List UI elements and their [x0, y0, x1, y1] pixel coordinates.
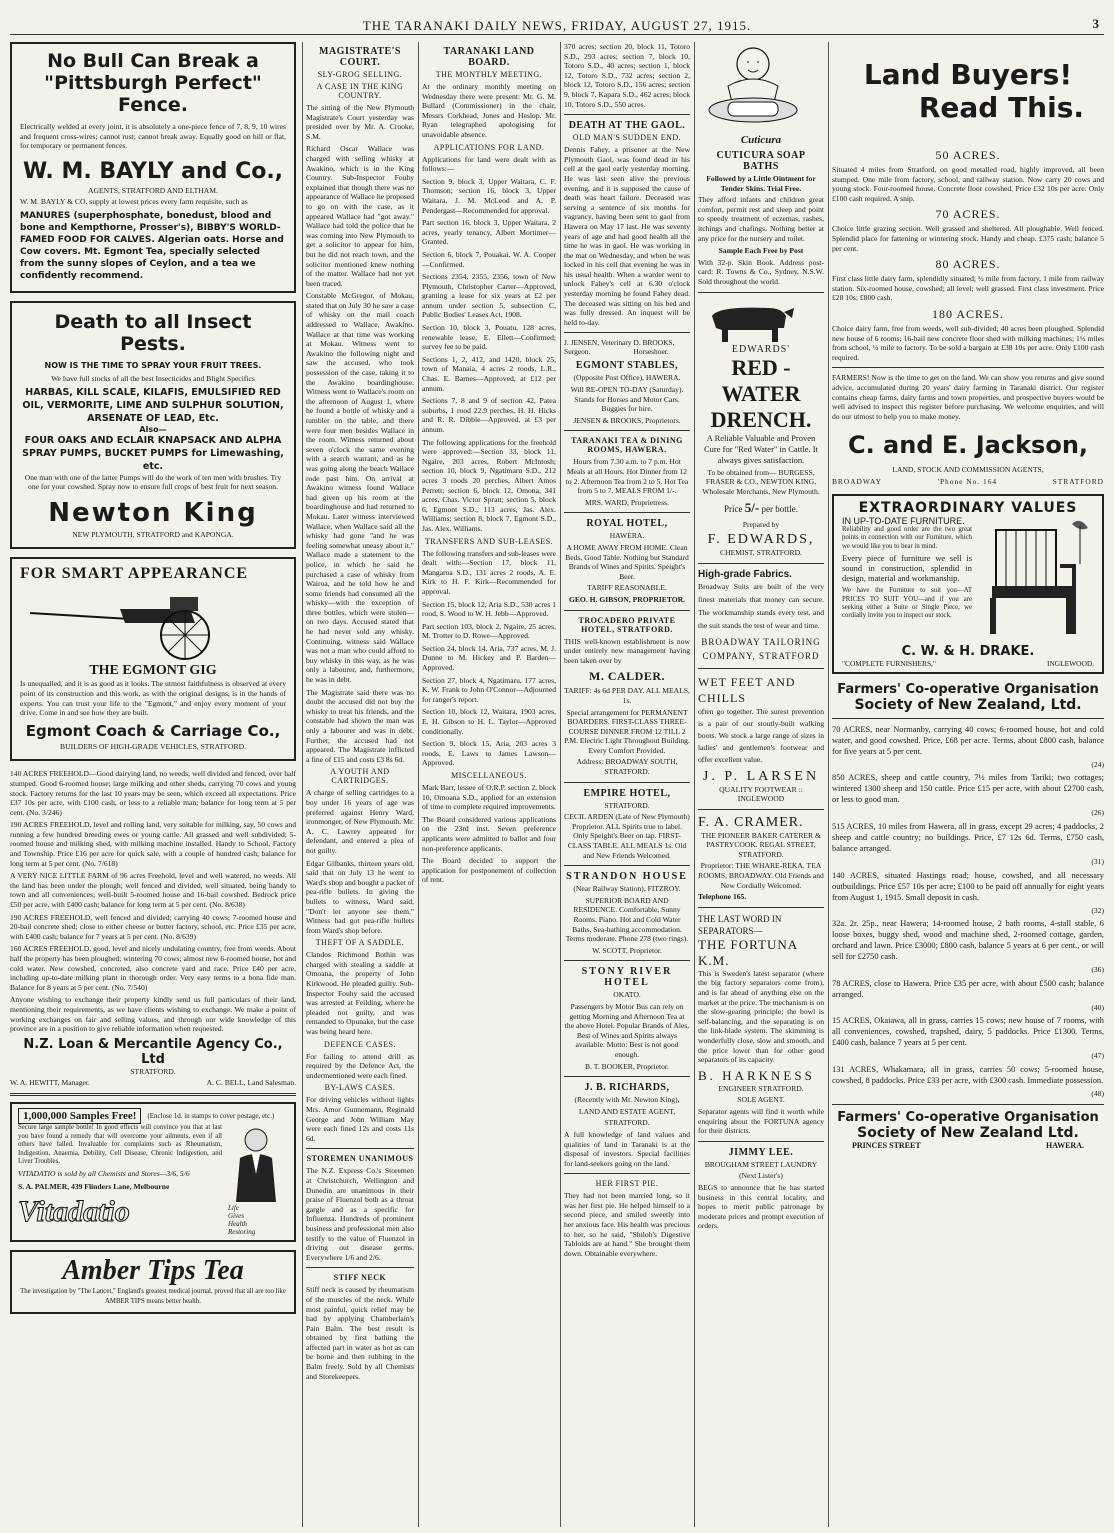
board-paragraph: Section 24, block 14, Aria, 737 acres, M. J. Dunne to M. Hickey and P. Barden—Approved.	[422, 643, 556, 673]
board-paragraph: Sections 1, 2, 412, and 1420, block 25, town of Manaia, 4 acres 2 roods, L.R., Chas. E. Barnes—Approved, at £12 per annum.	[422, 354, 556, 393]
strandon-text: SUPERIOR BOARD AND RESIDENCE. Comfortable, Sunny Rooms. Piano. Hot and Cold Water Baths. Sea-bathing accommodation. Terms moderate. Phone 278 (two rings).	[565, 895, 689, 944]
fortuna-head: THE LAST WORD IN SEPARATORS—	[698, 913, 782, 936]
empire-town: STRATFORD.	[604, 800, 650, 810]
royal-town: HAWERA.	[609, 531, 645, 541]
stables-vet: J. JENSEN, Veterinary Surgeon.	[564, 338, 632, 357]
egmont-gig-ad	[10, 557, 296, 761]
royal-text: A HOME AWAY FROM HOME. Clean Beds, Good Table. Nothing but Standard Brands of Wines and Spirits. Speight's Beer.	[565, 542, 689, 581]
loan-agency-ad	[10, 769, 296, 1087]
farmers-listing	[832, 724, 1104, 770]
court-title: MAGISTRATE'S COURT.	[319, 46, 401, 68]
farmers-listing-ref: (31)	[1091, 857, 1104, 867]
jimmy-line: BROUGHAM STREET LAUNDRY	[704, 1159, 818, 1169]
trocadero-tariff: TARIFF: 4s 6d PER DAY. ALL MEALS, 1s.	[564, 686, 690, 705]
gig-name: THE EGMONT GIG	[89, 663, 217, 679]
richards-from: (Recently with Mr. Newton King),	[574, 1095, 680, 1105]
trocadero-name: TROCADERO PRIVATE HOTEL, STRATFORD.	[578, 615, 676, 634]
storemen-head: STOREMEN UNANIMOUS	[306, 1154, 414, 1164]
empire-name: EMPIRE HOTEL,	[583, 787, 671, 799]
bayly-products: MANURES (superphosphate, bonedust, blood and bone and Kempthorne, Prosser's), BIBBY'S WORLD-FAMED FOOD FOR CALVES. Algerian oats. Horse and Cow covers. Mt. Egmont Tea, specially selected from the sunny slopes of Ceylon, and a tea we confidently recommend.	[20, 210, 284, 281]
edwards-obtain: To be obtained from— BURGESS, FRASER & CO., NEWTON KING, Wholesale Merchants, New Plymouth.	[702, 467, 820, 496]
court-subhead: DEFENCE CASES.	[324, 1039, 396, 1049]
richards-line: LAND AND ESTATE AGENT,	[578, 1106, 676, 1116]
amber-logo: Amber Tips Tea	[62, 1255, 244, 1287]
cramer-name: F. A. CRAMER.	[698, 814, 804, 830]
column-6	[832, 42, 1104, 1527]
farmers-listing-ref: (40)	[1091, 1002, 1104, 1012]
royal-prop: GEO. H. GIBSON, PROPRIETOR.	[568, 594, 686, 604]
court-case: A CASE IN THE KING COUNTRY.	[316, 82, 404, 100]
stony-town: OKATO.	[613, 990, 641, 1000]
board-paragraph: Part section 103, block 2, Ngaire, 25 acres, M. Trotter to D. Rowe—Approved.	[422, 621, 556, 641]
column-rule	[828, 42, 829, 1527]
farmers-listing-text: 15 ACRES, Okaiawa, all in grass, carries 15 cows; new house of 7 rooms, with all conveniences, cowshed, trapshed, dairy, 5 paddocks. Price £1300. Terms, £400 cash, balance 7 years at 5 per cent.	[832, 1016, 1104, 1048]
court-paragraph: A charge of selling cartridges to a boy under 16 years of age was preferred against Henry Ward, ironmonger, of New Plymouth. Mr. A. C. Lawrey appeared for defendant, and entered a plea of not guilty.	[306, 788, 414, 855]
stables-smith: D. BROOKS, Horseshoer.	[633, 338, 675, 357]
farmers-footer-2: Society of New Zealand Ltd.	[857, 1124, 1079, 1141]
jackson-name: C. and E. Jackson,	[847, 431, 1089, 460]
cuticura-ad	[698, 42, 824, 287]
farmers-listing-text: 32a. 2r. 25p., near Hawera; 14-roomed house, 2 bath rooms, 4-stall stable, 6 loose boxes, buggy shed, wood and machine shed, 2-roomed cottage, garden, orchard and lawn. Price £3000; £800 cash, balance 5 years at 6 per cent., or will sell for £2750 cash.	[832, 919, 1104, 962]
drake-sub: IN UP-TO-DATE FURNITURE.	[842, 515, 965, 526]
farmers-town: HAWERA.	[1045, 1140, 1084, 1150]
farmers-listing	[832, 870, 1104, 916]
board-subhead: MISCELLANEOUS.	[451, 771, 527, 780]
court-paragraph: Edgar Gilbanks, thirteen years old, said that on July 13 he went to Ward's shop and bought a packet of pea-rifle bullets. In giving the bullets to witness, Ward said, "Don't let anyone see them." Witness had got pea-rifle bullets from Ward's shop before.	[306, 858, 414, 935]
farmers-listing-ref: (32)	[1091, 905, 1104, 915]
jackson-line: LAND, STOCK AND COMMISSION AGENTS,	[892, 465, 1044, 475]
royal-tariff: TARIFF REASONABLE.	[587, 583, 667, 593]
broadway-name: BROADWAY TAILORING COMPANY, STRATFORD	[701, 636, 821, 661]
buyers-item-head: 70 ACRES.	[935, 207, 1001, 222]
court-subhead: BY-LAWS CASES.	[324, 1083, 396, 1093]
edwards-per: per bottle.	[761, 504, 798, 515]
court-subhead: THEFT OF A SADDLE.	[315, 938, 405, 948]
farmers-listing	[832, 978, 1104, 1013]
stables-staff	[564, 338, 690, 356]
tearooms-prop: MRS. WARD, Proprietress.	[584, 497, 670, 507]
court-sub: SLY-GROG SELLING.	[317, 70, 403, 79]
richards-text: A full knowledge of land values and qualities of land in Taranaki is at the disposal of investors. Special facilities for land-seekers going on the land.	[564, 1129, 690, 1168]
board-paragraph: Part section 16, block 3, Upper Waitara, 2 acres, yearly tenancy, Albert Mortimer—Granted.	[422, 218, 556, 247]
jimmy-sub: (Next Lister's)	[739, 1171, 783, 1181]
first-pie-text: They had not been married long, so it was her first pie. He helped himself to a second piece, and smiled sweetly into her anxious face. His health was precious to her, so he said, "Shiloh's Digestive Tabloids are at hand." She brought them down. Obtainable everywhere.	[564, 1191, 690, 1258]
farmers-listing-text: 70 ACRES, near Normanby, carrying 40 cows; 6-roomed house, hot and cold water, and good cowshed. Price, £68 per acre. Terms, about £800 cash, balance for five years at 5 per cent.	[832, 724, 1104, 756]
gaol-text: Dennis Fahey, a prisoner at the New Plymouth Gaol, was found dead in his cell at the gaol early yesterday morning. He was last seen alive the previous evening, and it is supposed the cause of death was heart failure. Deceased was serving a sentence of six months for vagrancy, having been sent to gaol from Hawera on May 17 last. He was seventy years of age and had good health all the time he was in gaol. He was working in the mat on Wednesday, and when he was locked in his cell that evening he was in his usual health. When a warder went to unlock Fahey's cell at 6.30 o'clock yesterday morning he found Fahey dead. The deceased was sitting on his bed and was fully dressed. An inquest will be held to-day.	[564, 145, 690, 327]
gaol-sub: OLD MAN'S SUDDEN END.	[572, 133, 682, 143]
column-1	[10, 42, 296, 1527]
column-rule	[418, 42, 419, 1527]
strandon-location: (Near Railway Station), FITZROY.	[573, 884, 681, 894]
newton-towns: NEW PLYMOUTH, STRATFORD and KAPONGA.	[72, 529, 234, 539]
gig-illustration	[20, 583, 270, 663]
bayly-supply: W. M. BAYLY & CO. supply at lowest prices every farm requisite, such as	[20, 197, 248, 207]
edwards-chemist: F. EDWARDS,	[707, 531, 815, 547]
man-portrait	[228, 1124, 284, 1204]
farmers-footer: Farmers' Co-operative Organisation	[837, 1109, 1099, 1125]
trocadero-address: Address: BROADWAY SOUTH, STRATFORD.	[576, 757, 678, 777]
drake-headline: EXTRAORDINARY VALUES	[858, 499, 1078, 516]
column-4	[564, 42, 690, 1527]
baby-bath-illustration	[698, 42, 808, 134]
loan-name: N.Z. Loan & Mercantile Agency Co., Ltd	[23, 1036, 283, 1067]
farmers-listing-text: 515 ACRES, 10 miles from Hawera, all in grass, except 29 acres; 4 paddocks, 2 sheep and cattle country; no buildings. Price, £7 12s 6d. Terms, £750 cash, balance arranged.	[832, 822, 1104, 854]
newspaper-title: THE TARANAKI DAILY NEWS, FRIDAY, AUGUST 27, 1915.	[362, 18, 752, 33]
drake-name: C. W. & H. DRAKE.	[901, 643, 1035, 659]
fortuna-text: This is Sweden's latest separator (where the big factory separators come from), and is far ahead of anything else on the market at the price. The mechanism is on the slow-gearing principle; the bowl is self-balancing, and the separating is on the link-blade system. The skimming is wonderfully close, slow and smooth, and the price lower than for other good separators of its capacity.	[698, 968, 824, 1065]
loan-staff	[10, 1078, 296, 1087]
vitadatio-description: Secure large sample bottle! In good effects will convince you that at last you have found a remedy that will overcome your ailments, even if all others have failed. Invaluable for complaints such as Rheumatism, Indigestion, Anaemia, Debility, Cell Disease, Chronic Indigestion, and Liver Troubles.	[18, 1124, 222, 1165]
column-rule	[694, 42, 695, 1527]
column-5	[698, 42, 824, 1527]
farmers-listing-ref: (48)	[1091, 1089, 1104, 1099]
harkness-text: Separator agents will find it worth while enquiring about the FORTUNA agency for their districts.	[698, 1106, 824, 1136]
amber-tips-ad	[10, 1250, 296, 1313]
royal-name: ROYAL HOTEL,	[586, 518, 668, 530]
fortuna-name: THE FORTUNA K.M.	[698, 936, 798, 968]
board-paragraph: Section 10, block 3, Pouatu, 128 acres, renewable lease, E. Ellett—Confirmed; survey fee to be paid.	[422, 323, 556, 352]
bayly-agents: AGENTS, STRATFORD AND ELTHAM.	[88, 185, 218, 195]
board-paragraph: Sections 7, 8 and 9 of section 42, Patea suburbs, 1 rood 22.9 perches, H. H. Hicks and R. R. Dibble—Approved, at £3 per annum.	[422, 396, 556, 434]
larsen-text: often go together. The surest prevention is a pair of our stoutly-built walking boots. We stock a large range of sizes in ladies' and gentlemen's footwear and offer excellent value.	[698, 706, 824, 764]
trocadero-text: THIS well-known establishment is now under entirely new management having been taken over by	[564, 636, 690, 665]
court-paragraph: Constable McGregor, of Mokau, stated that on July 30 he saw a case of whisky on the mail coach addressed to Wallace, Awakino. Wallace at that time was working at Mokau. Witness went to Awakino the following night and saw the accused, who took possession of the case, taking it to the Awakino boardinghouse. Witness went to Wallace's room on the afternoon of August 1, where he found a bottle of whisky and a tumbler on the table, and there were four men besides Wallace in the room. Witness returned about seven o'clock the same evening with a search warrant, and as he was going along the beach Wallace rode past him. On arrival at Awakino witness found Wallace had given up his room at the boardinghouse and had returned to Mokau. Later witness interviewed Wallace, when Wallace said all the whisky had gone "and he was feeling somewhat uneasy about it." Wallace made a statement to the police, in which he said he purchased a case of whisky from Wairoa, and he told how he and some friends had consumed all the whisky—with the exception of three bottles, which were stolen—on two days. Accused stated that he had never sold any whisky. Continuing, witness said Wallace was not a man who could afford to buy whisky in this way, as he was only a labourer, and, furthermore, he was in debt.	[306, 291, 414, 685]
farmers-listing-text: 131 ACRES, Whakamara, all in grass, carries 50 cows; 5-roomed house, cowshed, 8 paddocks. Price £33 per acre, with £300 cash. Immediate possession.	[832, 1065, 1104, 1086]
farmers-listing	[832, 1064, 1104, 1099]
gig-description: Is unequalled, and it is as good as it looks. The utmost faithfulness is observed at every point of its construction and this work, as with the original designs, is in the hands of experts. You can trust your life to the "Egmont," and enjoy every moment of your drive. Come in and see how they are built.	[20, 679, 286, 718]
cramer-text: THE PIONEER BAKER CATERER & PASTRYCOOK. REGAL STREET, STRATFORD.	[701, 830, 821, 859]
cuticura-sub: Followed by a Little Ointment for Tender Skins. Trial Free.	[706, 174, 816, 193]
farmers-listing-text: 140 ACRES, situated Hastings road; house, cowshed, and all necessary outbuildings. Price £57 10s per acre; £100 to be paid off annually for eight years from August 1, 1915. Small deposit in cash.	[832, 870, 1104, 902]
jackson-phone: 'Phone No. 164	[937, 476, 998, 486]
stony-prop: B. T. BOOKER, Proprietor.	[585, 1061, 669, 1071]
edwards-drench-ad	[698, 298, 824, 558]
edwards-name: RED - WATER	[721, 354, 801, 406]
loan-listing: 190 ACRES FREEHOLD, well fenced and divided; carrying 40 cows; 7-roomed house and 20-bail concrete shed; close to either cheese or butter factory, school, etc. Price £35 per acre, with £400 cash; balance for 7 years at 5 per cent. (No. 8/639)	[10, 912, 296, 941]
buyers-item-text: Choice little grazing section. Well grassed and sheltered. All ploughable. Well fenced. Splendid place for fattening or wintering stock. Handy and cheap. £375 cash; balance 5 per cent.	[832, 224, 1104, 253]
harkness-name: B. HARKNESS	[698, 1067, 815, 1083]
column-rule	[302, 42, 303, 1527]
loan-closing: Anyone wishing to exchange their property kindly send us full particulars of their land, mentioning their requirements, as we have clients wishing to exchange. We make a point of working exchanges on fair and selling values, and through our wide knowledge of this province are in a position to give reliable information when requested.	[10, 995, 296, 1034]
court-paragraph: The sitting of the New Plymouth Magistrate's Court yesterday was presided over by Mr. A. Crooke, S.M.	[306, 103, 414, 141]
stables-name: EGMONT STABLES,	[575, 360, 679, 372]
stony-text: Passengers by Motor Bus can rely on getting Morning and Afternoon Tea at the above Hotel. Popular Brands of Ales, Best of Wines and Spirits always available. Motto: Best is not good enough.	[564, 1001, 690, 1059]
board-paragraph: Section 15, block 12, Aria S.D., 530 acres 1 rood, S. Wood to W. H. Jebb—Approved.	[422, 599, 556, 619]
board-paragraph: At the ordinary monthly meeting on Wednesday there were present: Mr. G. M. Bullard (Commissioner) in the chair, Messrs Corkhead, Jones and Heslop. Mr. Ryan telegraphed apologising for unavoidable absence.	[422, 82, 556, 139]
board-paragraph: Mark Barr, lessee of O.R.P. section 2, block 10, Omoana S.D., applied for an extension of time to complete required improvements.	[422, 783, 556, 812]
armchair-illustration	[976, 516, 1094, 640]
newton-king-ad	[10, 301, 296, 549]
board-paragraph: Applications for land were dealt with as follows:—	[422, 154, 556, 174]
farmers-listing-ref: (26)	[1091, 808, 1104, 818]
vitadatio-headline: 1,000,000 Samples Free!	[18, 1108, 141, 1124]
board-paragraph: Sections 2354, 2355, 2356, town of New Plymouth, Christopher Carter—Approved, granting a lease for six years at £2 per annum under section 5, subsection C, Public Bodies' Leases Act, 1908.	[422, 272, 556, 320]
farmers-coop-ad	[832, 682, 1104, 1150]
storemen-text: The N.Z. Express Co.'s Storemen at Christchurch, Wellington and Dunedin are unanimous in their praise of Fluenzol both as a throat gargle and as a specific for Influenza. Hundreds of prominent business and professional men also testify to the value of Fluenzol in driving out disease germs. Everywhere 1/6 and 2/6.	[306, 1166, 414, 1262]
larsen-name: J. P. LARSEN	[702, 768, 820, 784]
vitadatio-logo: Vitadatio	[18, 1194, 130, 1228]
court-paragraph: For failing to attend drill as required by the Defence Act, the undermentioned were each fined.	[306, 1051, 414, 1080]
page-header	[10, 6, 1104, 35]
harkness-line: ENGINEER STRATFORD.	[718, 1083, 804, 1093]
buyers-item-text: Situated 4 miles from Stratford, on good metalled road, highly improved, all been stumped. One mile from factory, school, and railway station. Now carry 20 cows and young stock. Four-roomed house. Concrete floor cowshed. Price £32 10s per acre. Only £100 cash required. A snip.	[832, 165, 1104, 203]
court-subhead: A YOUTH AND CARTRIDGES.	[330, 767, 390, 786]
court-paragraph: The Magistrate said there was no doubt the accused did not buy the whisky to treat his friends, and the constable had shown the man was only a labourer and was in debt. Further, the accused had not appeared. The Magistrate inflicted a fine of £15 and costs £3 8s 6d.	[306, 687, 414, 764]
vitadatio-note: (Enclose 1d. in stamps to cover postage, etc.)	[147, 1112, 275, 1121]
farmers-address	[832, 1141, 1104, 1150]
broadway-head: High-grade Fabrics.	[698, 568, 792, 580]
board-paragraph: The following transfers and sub-leases were dealt with:—Section 17, block 11, Mangaroa S.D., 131 acres 2 roods, A. E. Kirk to H. F. Kirk—Recommended for approval.	[422, 548, 556, 596]
cuticura-text: They afford infants and children great comfort, permit rest and sleep and point to speedy treatment of eczemas, rashes, itchings and chafings. Nothing better at any price for the nursery and toilet.	[698, 195, 824, 243]
richards-town: STRATFORD.	[604, 1118, 650, 1128]
farmers-headline: Farmers' Co-operative Organisation	[837, 681, 1099, 697]
board-paragraph: Section 10, block 12, Waitara, 1903 acres, E. H. Gibson to H. L. Taylor—Approved conditionally.	[422, 707, 556, 736]
loan-salesman: A. C. BELL, Land Salesman.	[206, 1078, 296, 1088]
newton-headline: Death to all Insect Pests.	[54, 310, 252, 355]
buyers-item-head: 80 ACRES.	[935, 257, 1001, 272]
drake-text-3: We have the Furniture to suit you—AT PRICES TO SUIT YOU—and if you are seeking either a Suite or Single Piece, we cordially invite you to inspect our stock.	[842, 587, 972, 620]
loan-listing: 140 ACRES FREEHOLD—Good dairying land, no weeds; well divided and fenced, over half stumped. Good 6-roomed house; large milking and other sheds, carrying 70 cows and young stock. Factory returns for the last 10 years may be seen, which exceed all expectations. Price £37 10s per acre, with £100 cash, or less to a reliable man; balance for long term at 5 per cent. (No. 3/246)	[10, 769, 296, 817]
empire-text: CECIL ARDEN (Late of New Plymouth) Proprietor. ALL Spirits true to label. Only Speight's Beer on tap. FIRST-CLASS TABLE. ALL MEALS 1s. Old and New Friends Welcomed.	[564, 812, 690, 860]
cuticura-address: With 32-p. Skin Book. Address post-card: R. Towns & Co., Sydney, N.S.W. Sold throughout the world.	[698, 257, 824, 286]
gig-headline: FOR SMART APPEARANCE	[20, 565, 249, 583]
trocadero-owner: M. CALDER.	[589, 669, 665, 684]
bayly-headline-2: "Pittsburgh Perfect" Fence.	[44, 72, 262, 116]
bayly-name: W. M. BAYLY and Co.,	[22, 158, 284, 184]
stables-location: (Opposite Post Office), HAWERA.	[573, 373, 681, 383]
board-paragraph: The following applications for the freehold were approved:—Section 33, block 11, Ngaire, 203 acres, Robert McIntosh; section 10, block 9, Ngatimaru S.D., 212 acres 3 roods 20 perches, Albert Amos Perrett; section 6, block 12, Omona, 341 acres, Chas. Victor Spratt; section 5, block 6, Egmont S.D., 113 acres, Jas. Alex. Williams; section 8, block 7, Egmont S.D., Jas. Alex. Williams.	[422, 437, 556, 533]
tearooms-text: Hours from 7.30 a.m. to 7 p.m. Hot Meals at all Hours. Hot Dinner from 12 to 2. Afternoon Tea from 2 to 5. Hot Tea from 5 to 7. MEALS FROM 1/-.	[565, 457, 689, 496]
cow-illustration	[698, 298, 798, 344]
vitadatio-tag: Life	[228, 1204, 239, 1213]
farmers-listing-text: 78 ACRES, close to Hawera. Price £35 per acre, with about £500 cash; balance arranged.	[832, 978, 1104, 999]
drake-footer	[842, 659, 1094, 668]
vitadatio-sold: VITADATIO is sold by all Chemists and Stores—3/6, 5/6	[18, 1169, 190, 1179]
buyers-item-head: 50 ACRES.	[935, 148, 1001, 162]
tearooms-name: TARANAKI TEA & DINING ROOMS, HAWERA.	[571, 436, 683, 455]
board-paragraph: Section 6, block 7, Pouakai, W. A. Cooper—Confirmed.	[422, 249, 556, 269]
jackson-street: BROADWAY	[832, 476, 883, 486]
newton-pumps: FOUR OAKS AND ECLAIR KNAPSACK AND ALPHA SPRAY PUMPS, BUCKET PUMPS for Limewashing, etc.	[22, 434, 284, 472]
farmers-listing-ref: (24)	[1091, 759, 1104, 769]
stony-name: STONY RIVER HOTEL	[581, 966, 673, 989]
column-2	[306, 42, 414, 1527]
loan-listing: 160 ACRES FREEHOLD, good, level and nicely undulating country, free from weeds. About half the property has been ploughed; wintering 70 cows; almost new 6-roomed house, hot and cold water. New cowshed, concreted, also concrete yard and race. Price £40 per acre, including up-to-date milking plant in thorough order. Very easy terms to a bona fide man. Balance for 8 years at 5 per cent. (No. 7/540)	[10, 944, 296, 992]
column-rule	[560, 42, 561, 1527]
jimmy-lee-ad	[698, 1147, 824, 1231]
board-paragraph: The Board decided to support the application for postponement of collection of rent.	[422, 856, 556, 885]
loan-listing: A VERY NICE LITTLE FARM of 96 acres Freehold, level and well watered, no weeds. All the land has been under the plough; well fenced and divided, well situated, being handy to town and all conveniences; well-built 5-roomed house and 16-bail cowshed. Bedrock price £50 per acre, with £400 cash; balance for long term at 5 per cent. (No. 8/638)	[10, 871, 296, 910]
vitadatio-ad	[10, 1102, 296, 1242]
board-subhead: APPLICATIONS FOR LAND.	[433, 142, 545, 152]
gig-builders: BUILDERS OF HIGH-GRADE VEHICLES, STRATFORD.	[60, 741, 246, 751]
vitadatio-address: S. A. PALMER, 439 Flinders Lane, Melbourne	[18, 1181, 170, 1191]
cuticura-headline: CUTICURA SOAP BATHS	[716, 150, 806, 172]
stables-props: JENSEN & BROOKS, Proprietors.	[573, 415, 681, 425]
first-pie-title: HER FIRST PIE.	[595, 1179, 659, 1189]
buyers-item-text: Choice dairy farm, free from weeds, well sub-divided; 40 acres been ploughed. Splendid new house of 6 rooms; 16-bail new concrete floor shed with milking machines; 1½ miles from school, ½ mile to factory. To be sold a bargain at £38 10s per acre. Only £100 cash required.	[832, 323, 1104, 362]
richards-name: J. B. RICHARDS,	[584, 1082, 670, 1094]
court-paragraph: For driving vehicles without lights Mrs. Amor Gunnemann, Reginald George and John William May were each fined 12s and costs 11s 6d.	[306, 1095, 414, 1143]
edwards-brand: EDWARDS'	[731, 343, 791, 355]
board-title: TARANAKI LAND BOARD.	[443, 46, 535, 68]
board-sub: THE MONTHLY MEETING.	[435, 70, 543, 79]
cuticura-sample: Sample Each Free by Post	[718, 246, 804, 256]
stiff-neck-text: Stiff neck is caused by rheumatism of the muscles of the neck. While most painful, quick relief may be had by applying Chamberlain's Pain Balm. The best result is obtained by first bathing the affected part in water as hot as can be borne and then rubbing in the Balm freely. Sold by all Chemists and Storekeepers.	[306, 1285, 414, 1381]
cramer-ad	[698, 815, 824, 902]
buyers-headline: Land Buyers!	[863, 58, 1073, 91]
newton-name: Newton King	[48, 497, 258, 528]
drake-town: INGLEWOOD.	[1047, 658, 1094, 668]
newton-note: One man with one of the latter Pumps will do the work of ten men with brushes. Try one for your cowshed. Spray now to ensure full crops of best fruit for next season.	[24, 472, 282, 492]
loan-town: STRATFORD.	[130, 1066, 176, 1076]
board-continuation: 370 acres; section 20, block 11, Totoro S.D., 293 acres; section 7, block 10, Totoro S.D., 40 acres; section 1, block 12, Totoro S.D., 732 acres; section 2, block 12, Totoro S.D., 156 acres; section 9, block 7, Kapara S.D., 462 acres; block 10, Totoro S.D., 550 acres.	[564, 42, 690, 109]
court-paragraph: Clandos Richmond Bothin was charged with stealing a saddle at Omoana, the property of John Kirkwood. He pleaded guilty. Sub-Inspector Fouhy said the accused was arrested at Feilding, where he pleaded not guilty, and was remanded to Opunake, but the case was being heard here.	[306, 950, 414, 1037]
gaol-title: DEATH AT THE GAOL.	[568, 120, 686, 132]
amber-description: The investigation by "The Lancet," England's greatest medical journal, proved that all are too like AMBER TIPS means better health.	[20, 1288, 286, 1305]
edwards-name-2: DRENCH.	[710, 406, 812, 432]
larsen-line: QUALITY FOOTWEAR :: INGLEWOOD	[719, 784, 803, 804]
vitadatio-tag: Restoring	[228, 1228, 256, 1237]
farmers-street: PRINCES STREET	[852, 1140, 921, 1150]
court-paragraph: Richard Oscar Wallace was charged with selling whisky at Awakino, which is in the King Country. Sub-Inspector Fouhy explained that though there was no appearance of Wallace he proposed to go on with the case, as it appeared Wallace had "got away." Wallace had told the police that he was coming into New Plymouth to get a solicitor to appear for him, but he did not reach town, and the solicitor mentioned knew nothing of the matter. Wallace had not yet been traced.	[306, 144, 414, 288]
farmers-listing	[832, 918, 1104, 975]
cramer-prop: Proprietor: THE WHARE-REKA. TEA ROOMS, BROADWAY. Old Friends and New Cordially Welcomed.	[698, 861, 824, 890]
newton-subhead: NOW IS THE TIME TO SPRAY YOUR FRUIT TREES.	[44, 360, 262, 370]
vitadatio-tag: Health	[228, 1220, 248, 1229]
buyers-item-head: 180 ACRES.	[931, 306, 1004, 321]
newton-list: HARBAS, KILL SCALE, KILAFIS, EMULSIFIED RED OIL, VERMORITE, LIME AND SULPHUR SOLUTION, ARSENATE OF LEAD, Etc.	[22, 386, 284, 424]
broadway-ad	[698, 569, 824, 663]
land-buyers-ad	[832, 58, 1104, 486]
column-3	[422, 42, 556, 1527]
jimmy-text: BEGS to announce that he has started business in this central locality, and hopes to merit public patronage by moderate prices and prompt execution of orders.	[698, 1182, 824, 1231]
loan-listing: 190 ACRES FREEHOLD, level and rolling land, very suitable for milking, say, 50 cows and running a few hundred breeding ewes or young cattle. All grassed and well subdivided; 5-roomed house and milking shed, with milking machine installed. Handy to School, Factory and Township. Price £16 per acre for quick sale, with a couple of hundred cash; balance for long term at 5 per cent. (No. 7/618)	[10, 820, 296, 868]
cuticura-brand: Cuticura	[740, 134, 782, 146]
farmers-headline-2: Society of New Zealand, Ltd.	[854, 696, 1082, 713]
farmers-listing-ref: (47)	[1091, 1051, 1104, 1061]
edwards-chemist-town: CHEMIST, STRATFORD.	[720, 547, 802, 557]
edwards-price-label: Price	[724, 504, 743, 515]
stables-text: Will RE-OPEN TO-DAY (Saturday). Stands for Horses and Motor Cars. Buggies for hire.	[570, 385, 684, 414]
drake-text: Reliability and good order are the two great points in connection with our Furniture, which we would like you to bear in mind.	[842, 525, 972, 550]
jimmy-name: JIMMY LEE.	[728, 1146, 794, 1158]
larsen-ad	[698, 674, 824, 804]
newton-also: Also—	[139, 424, 167, 434]
bayly-description: Electrically welded at every joint, it is absolutely a one-piece fence of 7, 8, 9, 10 wires and frequent cross-wires; cannot rust; cannot break away. Equally good on hill or flat, for temporary or permanent fences.	[20, 122, 286, 151]
larsen-head: WET FEET AND CHILLS	[698, 674, 796, 705]
jackson-contact	[832, 477, 1104, 486]
farmers-listing	[832, 1015, 1104, 1061]
drake-text-2: Every piece of furniture we sell is sound in construction, splendid in design, material and workmanship.	[842, 554, 972, 584]
drake-furniture-ad	[832, 494, 1104, 674]
farmers-listing	[832, 821, 1104, 867]
bayly-headline: No Bull Can Break a	[47, 50, 259, 72]
bayly-ad	[10, 42, 296, 293]
buyers-footer: FARMERS! Now is the time to get on the land. We can show you returns and give sound advice, accumulated during 20 years' dairy farming in Taranaki district. Our register contains cheap farms, dairy farms and town properties, and prospective buyers would be well advised to inspect this register before purchasing. We welcome enquiries, and will do our utmost to help you to make money.	[832, 373, 1104, 421]
newton-stocks: We have full stocks of all the best Insecticides and Blight Specifics	[51, 373, 255, 383]
vitadatio-tag: Gives	[228, 1212, 244, 1221]
edwards-prepared: Prepared by	[742, 520, 780, 530]
edwards-text: A Reliable Valuable and Proven Cure for "Red Water" in Cattle. It always gives satisfaction.	[704, 432, 818, 465]
board-paragraph: Section 9, block 3, Upper Waitara, C. F. Thomson; section 16, block 3, Upper Waitara, J. M. McLeod and A. P. Pendergast—Recommended for approval.	[422, 176, 556, 215]
buyers-headline-2: Read This.	[918, 91, 1084, 124]
farmers-listing-ref: (36)	[1091, 965, 1104, 975]
edwards-price: 5/-	[744, 500, 760, 516]
board-paragraph: The Board considered various applications on the 23rd inst. Seven preference applicants were admitted to ballot and four non-preference applicants.	[422, 814, 556, 853]
loan-manager: W. A. HEWITT, Manager.	[10, 1078, 90, 1088]
cramer-telephone: Telephone 165.	[698, 892, 747, 902]
stiff-neck-head: STIFF NECK	[333, 1273, 387, 1283]
farmers-listing	[832, 772, 1104, 818]
trocadero-more: Special arrangement for PERMANENT BOARDERS. FIRST-CLASS THREE-COURSE DINNER FROM 12 TILL 2 P.M. Electric Light Throughout Building. Every Comfort Provided.	[564, 707, 690, 755]
harkness-agent: SOLE AGENT.	[737, 1095, 785, 1105]
broadway-text: Broadway Suits are built of the very finest materials that money can secure. The workmanship stands every test, and the suit stands the test of wear and time.	[698, 581, 824, 630]
board-subhead: TRANSFERS AND SUB-LEASES.	[424, 536, 554, 546]
fortuna-ad	[698, 913, 824, 1136]
gig-company: Egmont Coach & Carriage Co.,	[25, 721, 281, 740]
board-paragraph: Section 9, block 15, Aria, 203 acres 3 roods, E. Laws to James Lawson—Approved.	[422, 739, 556, 768]
strandon-prop: W. SCOTT, Proprietor.	[592, 945, 662, 955]
farmers-listing-text: 850 ACRES, sheep and cattle country, 7½ miles from Tariki; two cottages; wintered 1300 sheep and 150 cattle. Price £15 per acre, with about £2700 cash, or less to good man.	[832, 773, 1104, 805]
drake-tag: "COMPLETE FURNISHERS,"	[842, 658, 936, 668]
strandon-name: STRANDON HOUSE	[566, 871, 688, 883]
jackson-town: STRATFORD	[1052, 476, 1104, 486]
buyers-item-text: First class little dairy farm, splendidly situated; ½ mile from factory, 1 mile from railway station. Six-roomed house, cowshed; all level; well grassed. First class investment. Price £28 10s; £800 cash.	[832, 274, 1104, 303]
page-number: 3	[1092, 16, 1100, 31]
board-paragraph: Section 27, block 4, Ngatimaru, 177 acres, K. W. Frank to John O'Connor—Adjourned for ranger's report.	[422, 675, 556, 704]
